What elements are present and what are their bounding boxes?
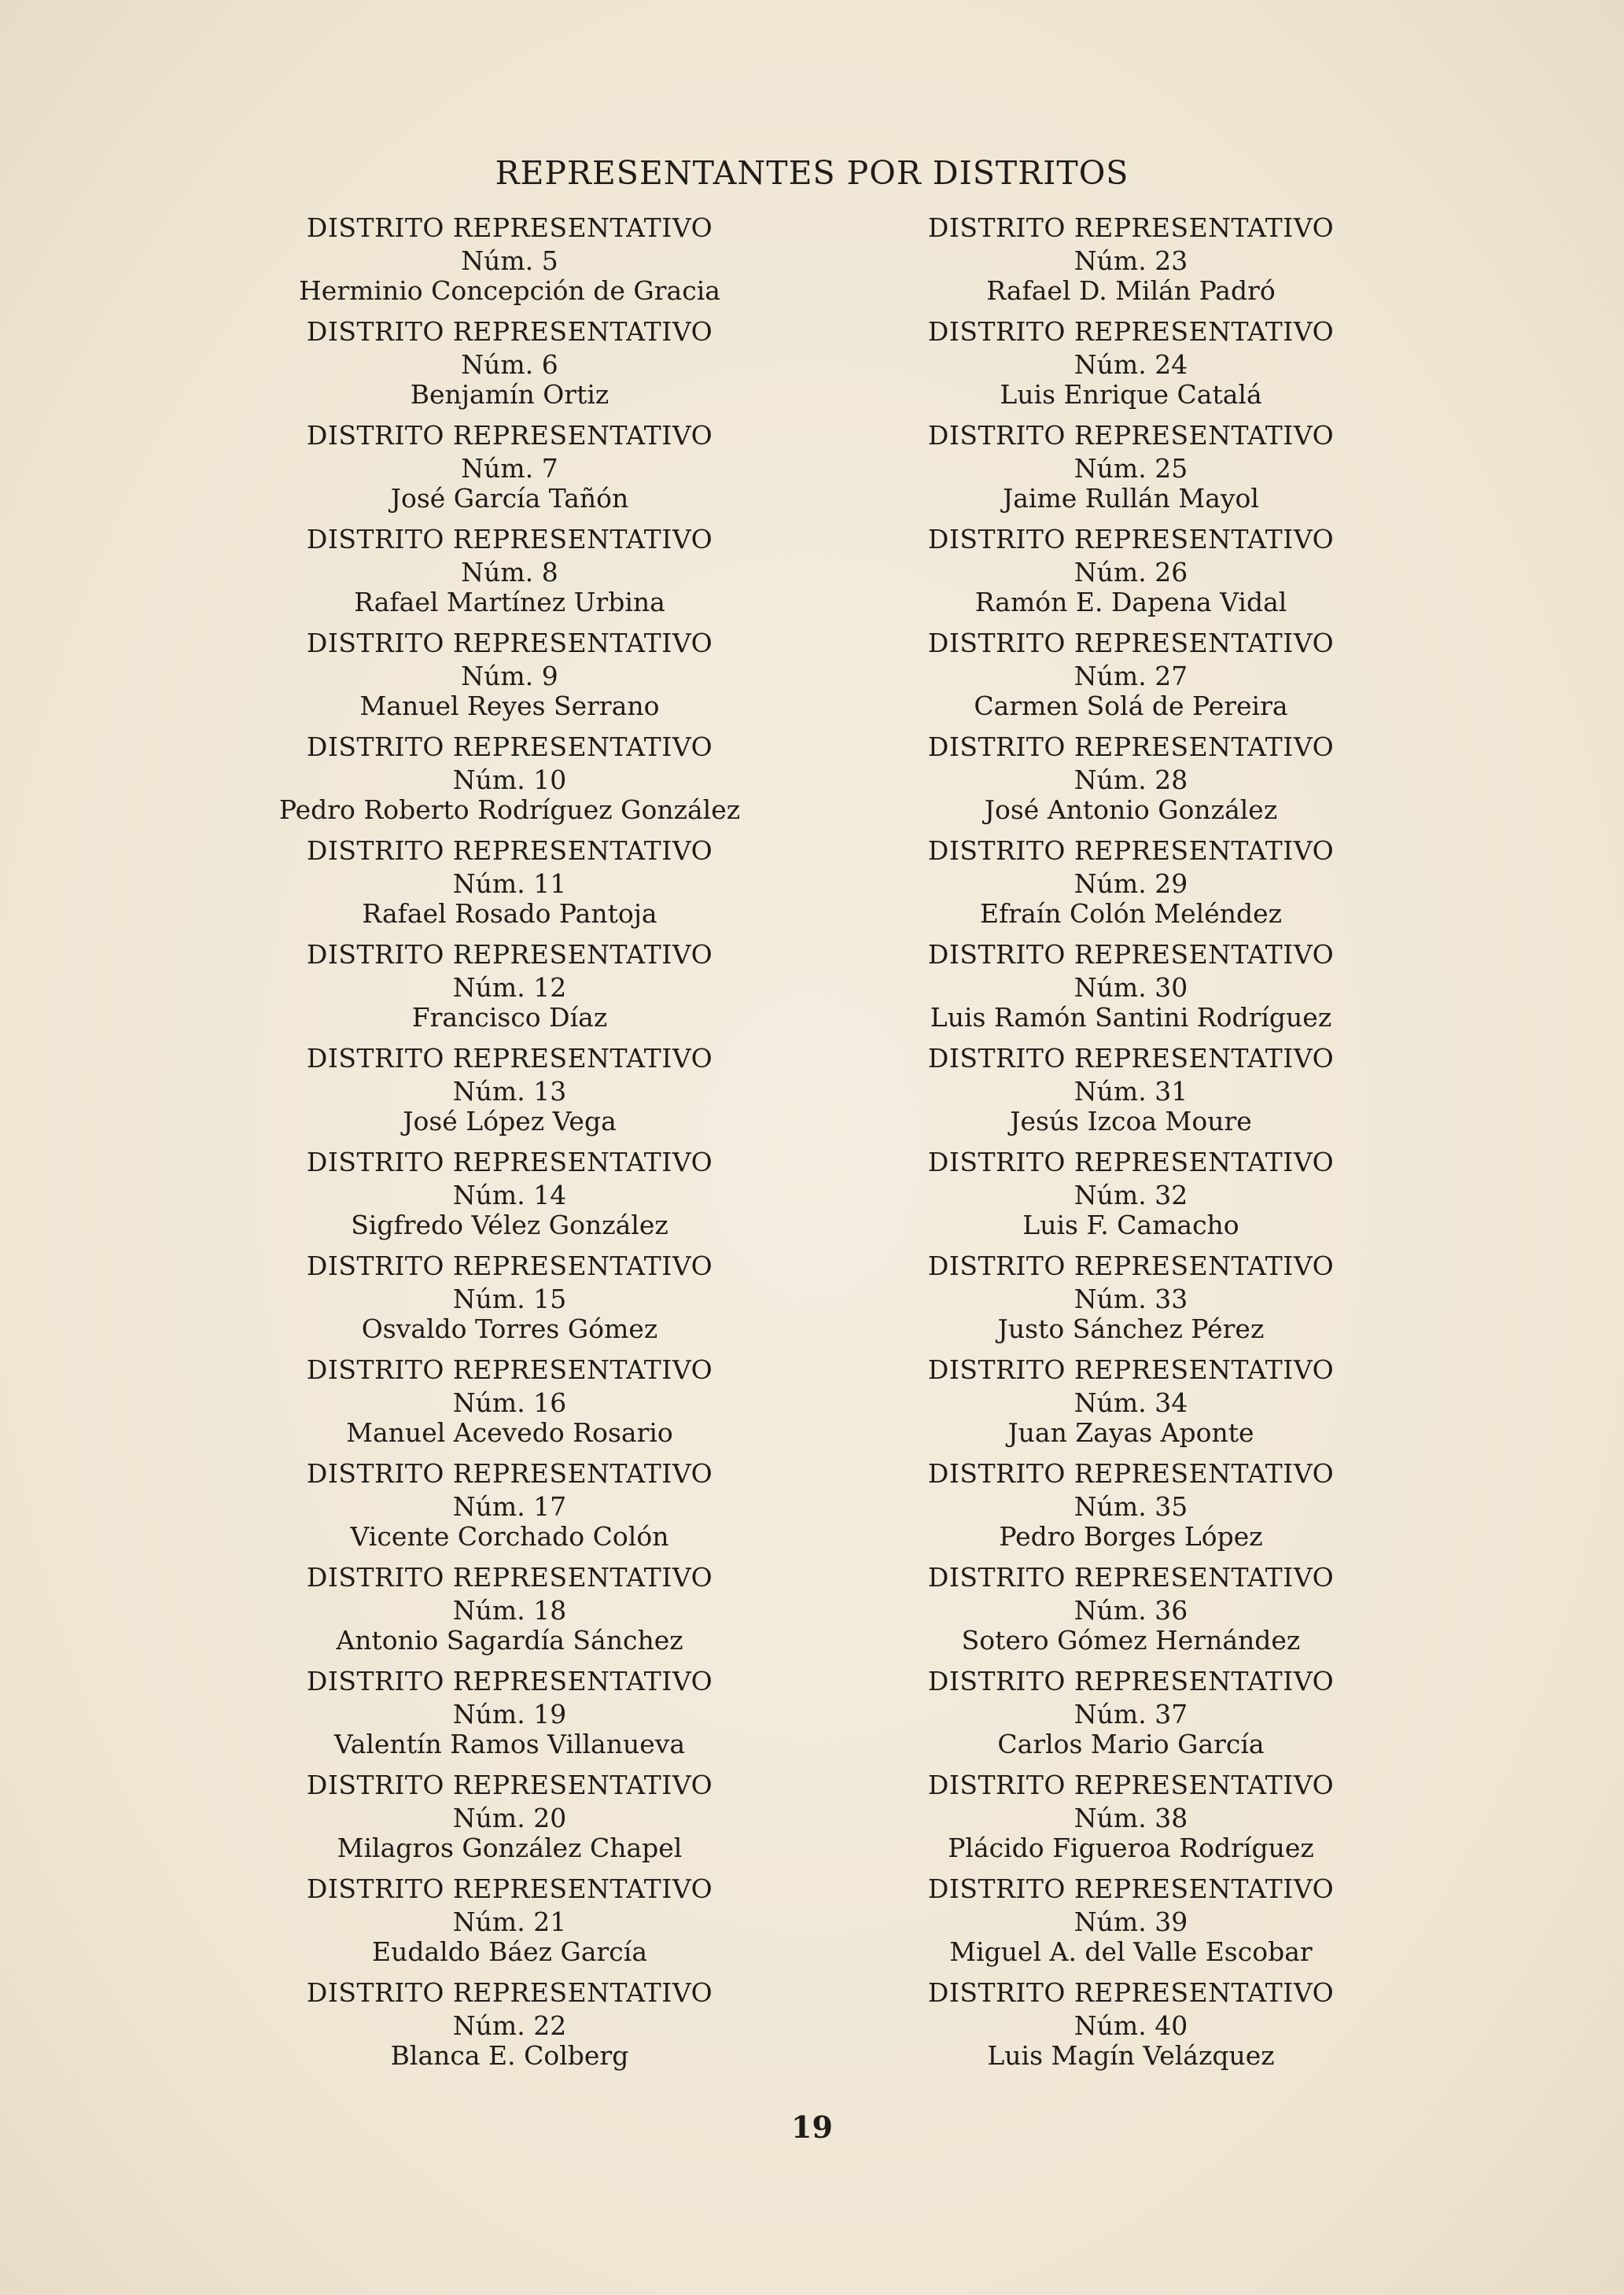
left-column <box>211 212 808 2081</box>
representative-name: Miguel A. del Valle Escobar <box>949 1936 1313 1967</box>
district-heading: DISTRITO REPRESENTATIVO <box>927 524 1335 554</box>
representative-name: José Antonio González <box>984 794 1278 825</box>
district-number: Núm. 16 <box>452 1387 567 1418</box>
district-number: Núm. 14 <box>452 1180 567 1210</box>
district-entry <box>832 731 1430 835</box>
district-heading: DISTRITO REPRESENTATIVO <box>306 1147 713 1177</box>
district-number: Núm. 26 <box>1073 557 1188 588</box>
representative-name: Jaime Rullán Mayol <box>1003 483 1259 514</box>
district-entry <box>211 835 808 939</box>
representative-name: Plácido Figueroa Rodríguez <box>948 1833 1314 1863</box>
district-heading: DISTRITO REPRESENTATIVO <box>306 1562 713 1593</box>
district-entry <box>832 1770 1430 1873</box>
representative-name: Carlos Mario García <box>997 1729 1265 1759</box>
district-entry <box>832 1147 1430 1251</box>
district-number: Núm. 31 <box>1073 1076 1188 1107</box>
representative-name: Efraín Colón Meléndez <box>979 898 1283 929</box>
representative-name: Valentín Ramos Villanueva <box>333 1729 686 1759</box>
district-number: Núm. 27 <box>1073 661 1188 691</box>
district-entry <box>832 1354 1430 1458</box>
representative-name: Manuel Acevedo Rosario <box>346 1417 673 1448</box>
district-number: Núm. 40 <box>1073 2010 1188 2041</box>
district-heading: DISTRITO REPRESENTATIVO <box>927 1562 1335 1593</box>
district-entry <box>832 1666 1430 1770</box>
district-entry <box>211 1977 808 2081</box>
district-entry <box>211 1666 808 1770</box>
district-heading: DISTRITO REPRESENTATIVO <box>306 316 713 347</box>
district-entry <box>832 316 1430 420</box>
representative-name: Rafael D. Milán Padró <box>986 275 1276 306</box>
district-number: Núm. 34 <box>1073 1387 1188 1418</box>
district-heading: DISTRITO REPRESENTATIVO <box>927 1147 1335 1177</box>
district-entry <box>211 1251 808 1354</box>
representative-name: Juan Zayas Aponte <box>1007 1417 1254 1448</box>
district-number: Núm. 9 <box>461 661 558 691</box>
district-heading: DISTRITO REPRESENTATIVO <box>927 1251 1335 1281</box>
district-heading: DISTRITO REPRESENTATIVO <box>927 1354 1335 1385</box>
right-column <box>832 212 1430 2081</box>
district-heading: DISTRITO REPRESENTATIVO <box>927 212 1335 243</box>
representative-name: Luis F. Camacho <box>1022 1210 1239 1240</box>
district-number: Núm. 24 <box>1073 349 1188 380</box>
representative-name: Rafael Martínez Urbina <box>354 587 665 617</box>
district-entry <box>832 939 1430 1043</box>
district-entry <box>211 628 808 731</box>
representative-name: Jesús Izcoa Moure <box>1010 1106 1252 1136</box>
district-heading: DISTRITO REPRESENTATIVO <box>927 1873 1335 1904</box>
representative-name: Sigfredo Vélez González <box>351 1210 668 1240</box>
district-heading: DISTRITO REPRESENTATIVO <box>306 1354 713 1385</box>
district-heading: DISTRITO REPRESENTATIVO <box>306 731 713 762</box>
representative-name: Luis Ramón Santini Rodríguez <box>930 1002 1332 1033</box>
district-heading: DISTRITO REPRESENTATIVO <box>306 1770 713 1800</box>
district-entry <box>211 524 808 628</box>
district-heading: DISTRITO REPRESENTATIVO <box>927 1043 1335 1074</box>
district-heading: DISTRITO REPRESENTATIVO <box>306 1873 713 1904</box>
district-entry <box>832 1043 1430 1147</box>
representative-name: Antonio Sagardía Sánchez <box>336 1625 683 1656</box>
district-entry <box>211 1562 808 1666</box>
district-heading: DISTRITO REPRESENTATIVO <box>927 1458 1335 1489</box>
district-entry <box>211 939 808 1043</box>
district-number: Núm. 15 <box>452 1284 567 1314</box>
district-entry <box>832 1458 1430 1562</box>
representative-name: Herminio Concepción de Gracia <box>299 275 720 306</box>
representative-name: Milagros González Chapel <box>337 1833 683 1863</box>
representative-name: Sotero Gómez Hernández <box>961 1625 1301 1656</box>
district-entry <box>211 316 808 420</box>
district-heading: DISTRITO REPRESENTATIVO <box>927 939 1335 970</box>
district-number: Núm. 29 <box>1073 868 1188 899</box>
district-number: Núm. 6 <box>461 349 558 380</box>
district-heading: DISTRITO REPRESENTATIVO <box>306 1043 713 1074</box>
district-heading: DISTRITO REPRESENTATIVO <box>927 420 1335 451</box>
district-number: Núm. 20 <box>452 1803 567 1833</box>
district-entry <box>211 1354 808 1458</box>
district-entry <box>832 212 1430 316</box>
representative-name: Vicente Corchado Colón <box>350 1521 669 1552</box>
district-number: Núm. 5 <box>461 245 558 276</box>
representative-name: Justo Sánchez Pérez <box>997 1313 1265 1344</box>
district-heading: DISTRITO REPRESENTATIVO <box>927 1770 1335 1800</box>
representative-name: José López Vega <box>403 1106 617 1136</box>
district-heading: DISTRITO REPRESENTATIVO <box>306 524 713 554</box>
page-title: REPRESENTANTES POR DISTRITOS <box>495 154 1129 192</box>
district-heading: DISTRITO REPRESENTATIVO <box>927 316 1335 347</box>
district-entry <box>832 1562 1430 1666</box>
district-heading: DISTRITO REPRESENTATIVO <box>306 835 713 866</box>
district-heading: DISTRITO REPRESENTATIVO <box>306 628 713 658</box>
district-number: Núm. 7 <box>461 453 558 484</box>
district-number: Núm. 12 <box>452 972 567 1003</box>
representative-name: Manuel Reyes Serrano <box>359 691 660 721</box>
representative-name: Eudaldo Báez García <box>371 1936 648 1967</box>
district-heading: DISTRITO REPRESENTATIVO <box>927 1666 1335 1696</box>
district-entry <box>211 1147 808 1251</box>
district-heading: DISTRITO REPRESENTATIVO <box>927 731 1335 762</box>
district-number: Núm. 35 <box>1073 1491 1188 1522</box>
district-number: Núm. 39 <box>1073 1906 1188 1937</box>
district-entry <box>832 1873 1430 1977</box>
district-entry <box>211 1770 808 1873</box>
district-number: Núm. 23 <box>1073 245 1188 276</box>
district-number: Núm. 11 <box>452 868 567 899</box>
representative-name: Blanca E. Colberg <box>390 2040 629 2071</box>
district-number: Núm. 38 <box>1073 1803 1188 1833</box>
district-number: Núm. 21 <box>452 1906 567 1937</box>
district-entry <box>832 420 1430 524</box>
district-heading: DISTRITO REPRESENTATIVO <box>306 939 713 970</box>
district-number: Núm. 19 <box>452 1699 567 1730</box>
representative-name: José García Tañón <box>390 483 629 514</box>
district-entry <box>832 835 1430 939</box>
district-entry <box>211 1043 808 1147</box>
district-entry <box>832 1977 1430 2081</box>
district-heading: DISTRITO REPRESENTATIVO <box>306 1977 713 2008</box>
representative-name: Francisco Díaz <box>411 1002 608 1033</box>
district-entry <box>832 1251 1430 1354</box>
district-number: Núm. 22 <box>452 2010 567 2041</box>
district-entry <box>211 731 808 835</box>
page-number: 19 <box>791 2109 833 2145</box>
district-number: Núm. 28 <box>1073 764 1188 795</box>
representative-name: Ramón E. Dapena Vidal <box>974 587 1287 617</box>
district-entry <box>832 628 1430 731</box>
district-number: Núm. 36 <box>1073 1595 1188 1626</box>
district-number: Núm. 17 <box>452 1491 567 1522</box>
district-heading: DISTRITO REPRESENTATIVO <box>927 835 1335 866</box>
representative-name: Rafael Rosado Pantoja <box>362 898 657 929</box>
district-entry <box>211 1458 808 1562</box>
representative-name: Luis Enrique Catalá <box>1000 379 1262 410</box>
district-heading: DISTRITO REPRESENTATIVO <box>927 628 1335 658</box>
representative-name: Pedro Roberto Rodríguez González <box>278 794 741 825</box>
district-entry <box>832 524 1430 628</box>
district-heading: DISTRITO REPRESENTATIVO <box>306 1666 713 1696</box>
district-number: Núm. 33 <box>1073 1284 1188 1314</box>
representative-name: Benjamín Ortiz <box>410 379 609 410</box>
district-heading: DISTRITO REPRESENTATIVO <box>306 212 713 243</box>
district-number: Núm. 37 <box>1073 1699 1188 1730</box>
district-entry <box>211 420 808 524</box>
district-number: Núm. 13 <box>452 1076 567 1107</box>
representative-name: Carmen Solá de Pereira <box>974 691 1288 721</box>
district-heading: DISTRITO REPRESENTATIVO <box>927 1977 1335 2008</box>
district-heading: DISTRITO REPRESENTATIVO <box>306 1251 713 1281</box>
representative-name: Osvaldo Torres Gómez <box>361 1313 658 1344</box>
representative-name: Luis Magín Velázquez <box>987 2040 1275 2071</box>
district-number: Núm. 32 <box>1073 1180 1188 1210</box>
district-heading: DISTRITO REPRESENTATIVO <box>306 420 713 451</box>
district-number: Núm. 18 <box>452 1595 567 1626</box>
district-number: Núm. 10 <box>452 764 567 795</box>
representative-name: Pedro Borges López <box>999 1521 1263 1552</box>
district-heading: DISTRITO REPRESENTATIVO <box>306 1458 713 1489</box>
district-number: Núm. 30 <box>1073 972 1188 1003</box>
district-entry <box>211 212 808 316</box>
district-number: Núm. 8 <box>461 557 558 588</box>
district-entry <box>211 1873 808 1977</box>
district-number: Núm. 25 <box>1073 453 1188 484</box>
